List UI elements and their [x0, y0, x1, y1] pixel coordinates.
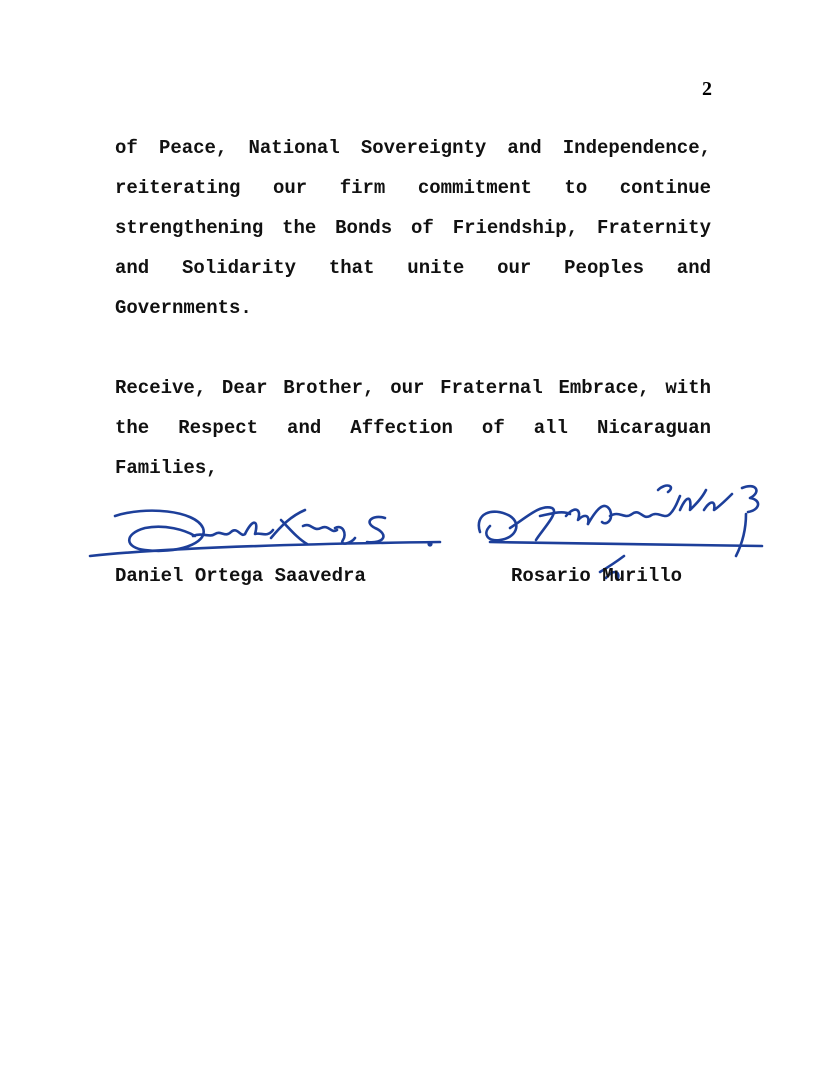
signer-name-left: Daniel Ortega Saavedra	[115, 565, 366, 587]
signature-left	[85, 498, 445, 573]
closing-paragraph: of Peace, National Sovereignty and Independence, reiterating our firm commitment to continue strengthening the Bonds of Friendship, Fraternity and Solidarity that unite our Peoples and Governments.	[115, 137, 711, 319]
farewell-paragraph: Receive, Dear Brother, our Fraternal Embrace, with the Respect and Affection of all Nicaraguan Families,	[115, 377, 711, 479]
signer-name-right: Rosario Murillo	[511, 565, 683, 587]
page-number: 2	[702, 78, 712, 100]
